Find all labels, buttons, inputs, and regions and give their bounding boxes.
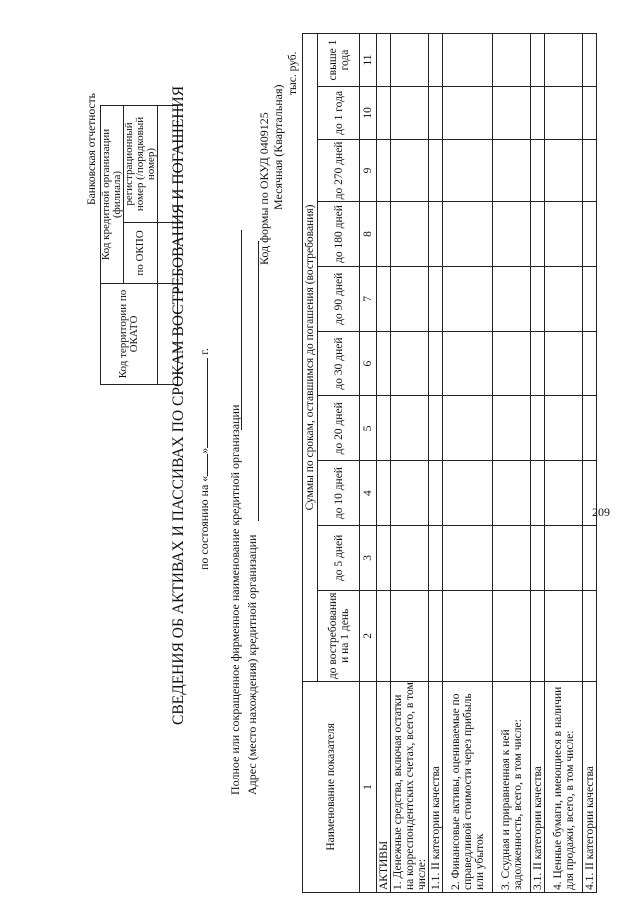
okpo-header: по ОКПО	[124, 223, 158, 284]
table-row-label: 3.1. II категории качества	[531, 681, 545, 892]
column-number: 11	[360, 34, 377, 87]
table-row-label: 4.1. II категории качества	[583, 681, 597, 892]
address-label: Адрес (место нахождения) кредитной организации	[245, 534, 259, 795]
column-number: 2	[360, 590, 377, 681]
column-header: до 30 дней	[318, 331, 360, 396]
page-title: СВЕДЕНИЯ ОБ АКТИВАХ И ПАССИВАХ ПО СРОКАМ ВОСТРЕБОВАНИЯ И ПОГАШЕНИЯ	[170, 85, 187, 725]
column-number: 7	[360, 266, 377, 331]
column-header: до востребования и на 1 день	[318, 590, 360, 681]
column-number: 10	[360, 87, 377, 140]
date-prefix: по состоянию на «	[197, 475, 211, 570]
column-header: до 20 дней	[318, 396, 360, 461]
date-line	[197, 348, 212, 570]
table-row-label: 1. Денежные средства, включая остатки на корреспондентских счетах, всего, в том числе:	[391, 681, 429, 892]
column-number: 4	[360, 461, 377, 526]
column-header: до 90 дней	[318, 266, 360, 331]
reporting-label: Банковская отчетность	[86, 93, 98, 205]
org-name-label: Полное или сокращенное фирменное наименование кредитной организации	[228, 404, 242, 795]
column-number: 9	[360, 139, 377, 201]
form-code: Код формы по ОКУД 0409125	[257, 112, 271, 265]
column-header: до 5 дней	[318, 525, 360, 590]
territory-code-header: Код территории по ОКАТО	[101, 284, 158, 385]
date-suffix: г.	[197, 348, 211, 355]
table-row-label: 4. Ценные бумаги, имеющиеся в наличии для продажи, всего, в том числе:	[545, 681, 583, 892]
column-header: до 270 дней	[318, 139, 360, 201]
units: тыс. руб.	[287, 51, 299, 95]
table-row-label: 3. Ссудная и приравненная к ней задолженность, всего, в том числе:	[493, 681, 531, 892]
column-number: 3	[360, 525, 377, 590]
column-header: до 180 дней	[318, 202, 360, 267]
column-header: до 10 дней	[318, 461, 360, 526]
indicator-column-header: Наименование показателя	[303, 681, 360, 892]
column-number: 8	[360, 202, 377, 267]
column-number: 1	[360, 681, 377, 892]
date-mid: »	[197, 447, 211, 454]
codes-table	[100, 105, 178, 385]
address-line	[258, 241, 259, 521]
org-name-line	[241, 230, 242, 430]
column-header: свыше 1 года	[318, 34, 360, 87]
maturity-table	[302, 33, 597, 893]
column-header: до 1 года	[318, 87, 360, 140]
column-number: 5	[360, 396, 377, 461]
column-number: 6	[360, 331, 377, 396]
term-group-header: Суммы по срокам, оставшимся до погашения (востребования)	[303, 34, 318, 682]
page-number: 209	[592, 505, 610, 519]
table-row-label: 2. Финансовые активы, оцениваемые по справедливой стоимости через прибыль или убыток	[443, 681, 493, 892]
periodicity: Месячная (Квартальная)	[271, 84, 285, 210]
table-row-label: АКТИВЫ	[377, 681, 391, 892]
table-row-label: 1.1. II категории качества	[429, 681, 443, 892]
reg-number-header: регистрационный номер (/порядковый номер)	[124, 106, 158, 223]
credit-org-code-header: Код кредитной организации (филиала)	[101, 106, 124, 284]
